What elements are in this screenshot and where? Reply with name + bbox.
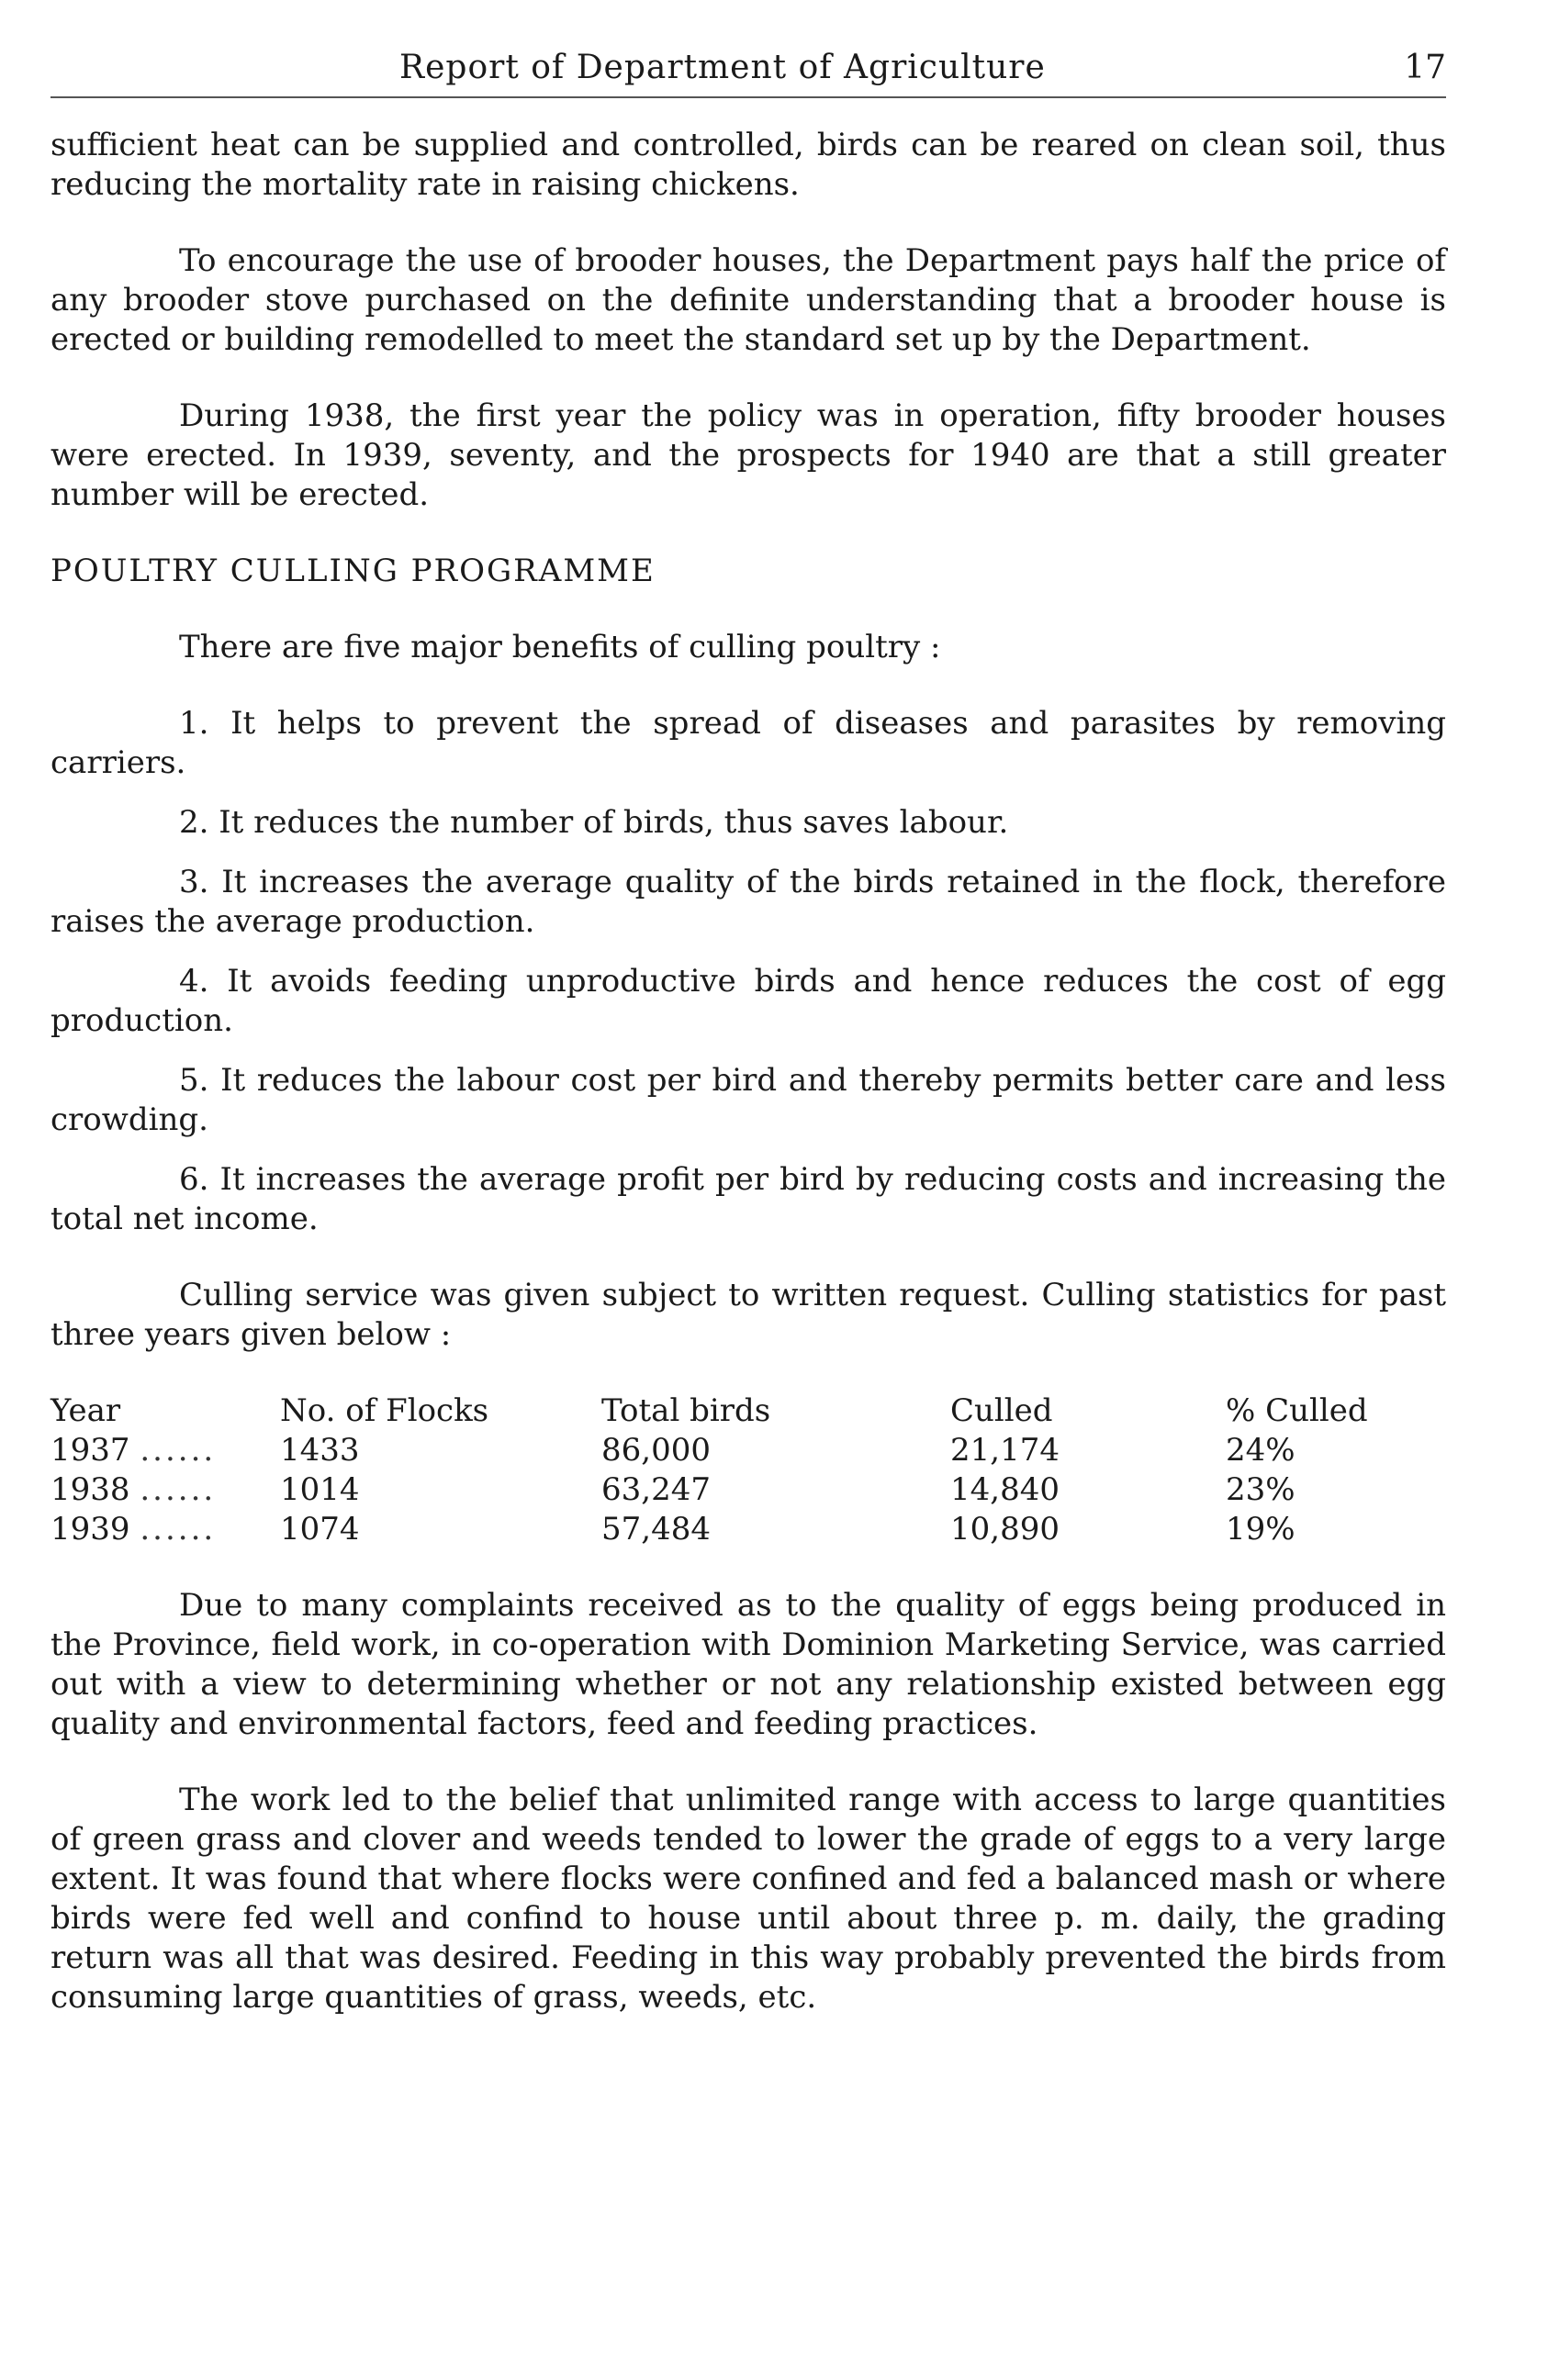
stats-intro: Culling service was given subject to written request. Culling statistics for past three years given below :	[50, 1277, 1446, 1353]
cell-year	[50, 1431, 280, 1470]
year-value: 1939	[50, 1511, 130, 1548]
benefit-item-3: 3. It increases the average quality of the birds retained in the flock, therefore raises the average production.	[50, 864, 1446, 940]
cell-flocks: 1014	[280, 1471, 360, 1508]
benefit-item-6: 6. It increases the average profit per bird by reducing costs and increasing the total net income.	[50, 1161, 1446, 1237]
cell-flocks: 1074	[280, 1511, 360, 1548]
cell-percent-culled: 23%	[1226, 1471, 1295, 1508]
column-header-total-birds: Total birds	[601, 1392, 771, 1429]
leader-dots: ......	[140, 1471, 217, 1508]
column-header-year: Year	[50, 1392, 121, 1429]
cell-year	[50, 1470, 280, 1510]
cell-year	[50, 1510, 280, 1549]
cell-culled: 21,174	[950, 1432, 1060, 1469]
cell-total-birds: 63,247	[601, 1471, 711, 1508]
paragraph-continuation: sufficient heat can be supplied and controlled, birds can be reared on clean soil, thus reducing the mortality rate in raising chickens.	[50, 127, 1446, 203]
report-page	[50, 41, 1446, 2054]
cell-culled: 14,840	[950, 1471, 1060, 1508]
page-number: 17	[1404, 49, 1446, 86]
paragraph-range-findings: The work led to the belief that unlimited range with access to large quantities of green grass and clover and weeds tended to lower the grade of eggs to a very large extent. It was found that where flocks were confined and fed a balanced mash or where birds were fed well and confind to house until about three p. m. daily, the grading return was all that was desired. Feeding in this way probably prevented the birds from consuming large quantities of grass, weeds, etc.	[50, 1782, 1446, 2016]
cell-total-birds: 86,000	[601, 1432, 711, 1469]
column-header-flocks: No. of Flocks	[280, 1392, 489, 1429]
leader-dots: ......	[140, 1511, 217, 1548]
column-header-percent-culled: % Culled	[1226, 1392, 1368, 1429]
cell-total-birds: 57,484	[601, 1511, 711, 1548]
paragraph-brooder-houses-erected: During 1938, the first year the policy was in operation, fifty brooder houses were erected. In 1939, seventy, and the prospects for 1940 are that a still greater number will be erected.	[50, 397, 1446, 513]
table-row	[50, 1431, 1446, 1470]
benefit-item-4: 4. It avoids feeding unproductive birds and hence reduces the cost of egg production.	[50, 963, 1446, 1039]
cell-flocks: 1433	[280, 1432, 360, 1469]
paragraph-brooder-stove: To encourage the use of brooder houses, the Department pays half the price of any brooder stove purchased on the definite understanding that a brooder house is erected or building remodelled to meet the standard set up by the Department.	[50, 242, 1446, 358]
table-row	[50, 1470, 1446, 1510]
benefit-item-2: 2. It reduces the number of birds, thus saves labour.	[179, 804, 1009, 841]
year-value: 1937	[50, 1432, 130, 1469]
table-header-row	[50, 1391, 1446, 1431]
table-row	[50, 1510, 1446, 1549]
benefit-item-1: 1. It helps to prevent the spread of diseases and parasites by removing carriers.	[50, 705, 1446, 781]
column-header-culled: Culled	[950, 1392, 1053, 1429]
leader-dots: ......	[140, 1432, 217, 1469]
benefits-intro: There are five major benefits of culling poultry :	[179, 629, 941, 665]
section-heading: POULTRY CULLING PROGRAMME	[50, 553, 656, 589]
benefit-item-5: 5. It reduces the labour cost per bird and thereby permits better care and less crowding.	[50, 1062, 1446, 1138]
cell-percent-culled: 24%	[1226, 1432, 1295, 1469]
year-value: 1938	[50, 1471, 130, 1508]
cell-culled: 10,890	[950, 1511, 1060, 1548]
culling-statistics-table	[50, 1391, 1446, 1549]
paragraph-egg-quality-complaints: Due to many complaints received as to the quality of eggs being produced in the Province, field work, in co-operation with Dominion Marketing Service, was carried out with a view to determining whether or not any relationship existed between egg quality and environmental factors, feed and feeding practices.	[50, 1587, 1446, 1742]
body-text	[50, 126, 1446, 2017]
running-title: Report of Department of Agriculture	[399, 49, 1046, 86]
page-header	[50, 41, 1446, 98]
cell-percent-culled: 19%	[1226, 1511, 1295, 1548]
